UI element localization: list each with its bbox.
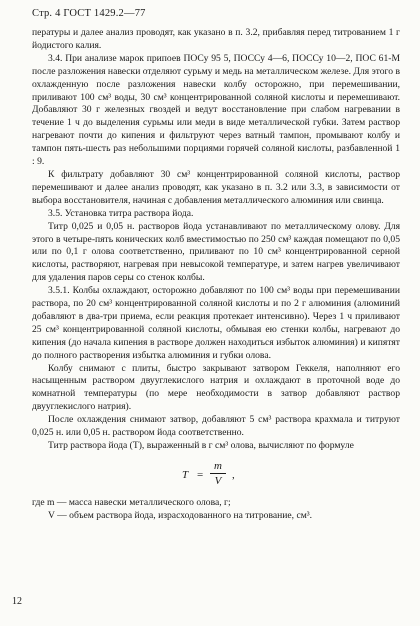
formula-numerator: m bbox=[210, 459, 226, 474]
paragraph-titer: Титр 0,025 и 0,05 н. растворов йода устанавливают по металлическому олову. Для этого в четыре-пять конических колб вместимостью по 250 см³ каждая помещают по 0,05 или по 0,1 г олова соответственно, приливают по 10 см³ концентрированной серной кислоты, растворяют, нагревая при невысокой температуре, и затем нагрев увеличивают для удаления паров серы со стенок колбы. bbox=[32, 220, 400, 284]
paragraph-3-5-1: 3.5.1. Колбы охлаждают, осторожно добавляют по 100 см³ воды при перемешивании раствора, по 20 см³ концентрированной соляной кислоты и по 2 г алюминия (алюминий добавляют в два-три приема, если реакция протекает интенсивно). Через 1 ч приливают 25 см³ концентрированной соляной кислоты, обмывая ею стенки колбы, нагревают до кипения (до начала кипения в растворе должен находиться избыток алюминия) и кипятят до полного растворения избытка алюминия и губки олова. bbox=[32, 285, 400, 361]
document-page bbox=[32, 8, 400, 523]
paragraph-filtrate: К фильтрату добавляют 30 см³ концентрированной соляной кислоты, раствор перемешивают и далее анализ проводят, как указано в п. 3.2 или 3.3, в зависимости от выбора восстановителя, начиная с добавления металлического алюминия или свинца. bbox=[32, 168, 400, 206]
paragraph-formula-intro: Титр раствора йода (T), выраженный в г см³ олова, вычисляют по формуле bbox=[48, 440, 354, 451]
formula-legend-v: V — объем раствора йода, израсходованного на титрование, см³. bbox=[48, 509, 313, 521]
paragraph-3-4: 3.4. При анализе марок припоев ПОСу 95 5, ПОССу 4—6, ПОССу 10—2, ПОС 61-М после разложения навески отделяют сурьму и медь на металлическом железе. Для этого в охлажденную после разложения навески колбу осторожно, при перемешивании, приливают 100 см³ воды, 30 см³ концентрированной соляной кислоты и перемешивают. Добавляют 30 г железных гвоздей и ведут восстановление при слабом нагревании в течение 1 ч до выделения сурьмы или меди в виде металлической губки. Затем раствор нагревают почти до кипения и фильтруют через ватный тампон, промывают колбу и тампон пять-шесть раз небольшими порциями горячей соляной кислоты, разбавленной 1 : 9. bbox=[32, 52, 400, 168]
paragraph-gekkel: Колбу снимают с плиты, быстро закрывают затвором Геккеля, наполняют его насыщенным раствором двууглекислого натрия и охлаждают в проточной воде до комнатной температуры (по мере необходимости в затвор добавляют раствор двууглекислого натрия). bbox=[32, 362, 400, 413]
formula-denominator: V bbox=[214, 474, 222, 487]
formula-fraction bbox=[210, 459, 226, 488]
formula-comma: , bbox=[232, 468, 235, 481]
page-number: 12 bbox=[12, 596, 22, 607]
formula-legend-m: где m — масса навески металлического олова, г; bbox=[32, 496, 231, 508]
paragraph-continuation: пературы и далее анализ проводят, как указано в п. 3.2, прибавляя перед титрованием 1 г йодистого калия. bbox=[32, 27, 400, 51]
formula-lhs: T bbox=[182, 468, 189, 481]
paragraph-cooling: После охлаждения снимают затвор, добавляют 5 см³ раствора крахмала и титруют 0,025 н. или 0,05 н. раствором йода соответственно. bbox=[32, 414, 400, 439]
titer-formula bbox=[32, 459, 400, 493]
formula-equals: = bbox=[197, 468, 204, 481]
page-header: Стр. 4 ГОСТ 1429.2—77 bbox=[32, 8, 146, 19]
section-3-5-title: 3.5. Установка титра раствора йода. bbox=[48, 207, 194, 219]
